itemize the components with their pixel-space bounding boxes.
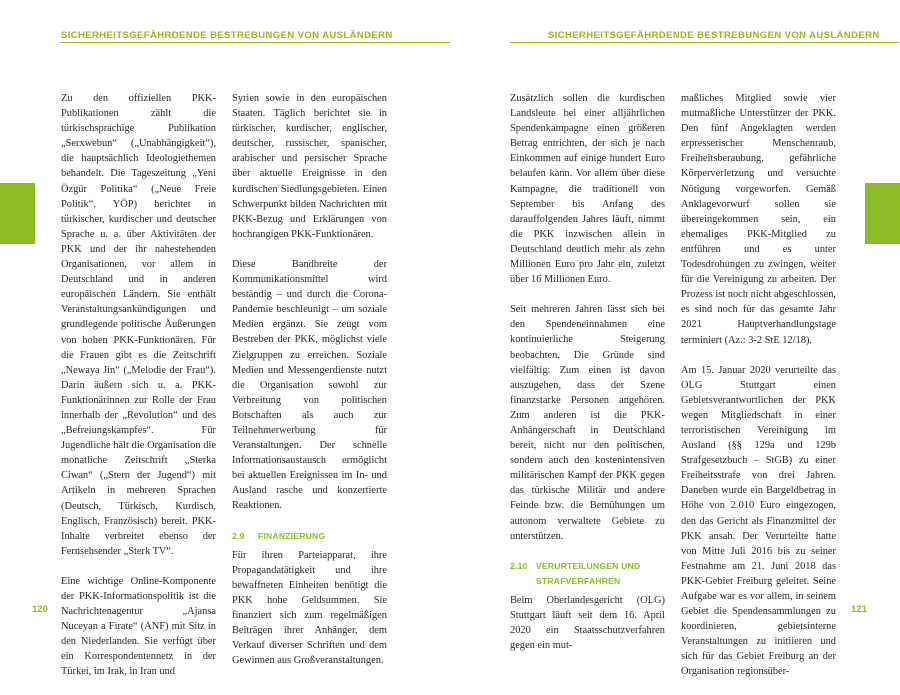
page-number: 120: [32, 604, 48, 615]
section-title: FINANZIERUNG: [258, 530, 326, 541]
paragraph: Zu den offiziellen PKK-Publikationen zählt die türkischsprachige Publikation „Serxwebun“ („Unabhängigkeit“), die hauptsächlich Ideologiethemen behandelt. Die Tageszeitung „Yeni Özgür Politika“ („Neue Freie Politik“, YÖP) berichtet in türkischer, kurdischer und deutscher Sprache u. a. über Aktivitäten der PKK und der ihr nahestehenden Organisationen, vor allem in Deutschland und in anderen europäischen Ländern. Sie enthält Veranstaltungsankündigungen und grundlegende politische Äußerungen von hohen PKK-Funktionären. Für die Frauen gibt es die Zeitschrift „Newaya Jin“ („Melodie der Frau“). Darin äußern sich u. a. PKK-Funktionärinnen zur Rolle der Frau innerhalb der „Revolution“ und des „Befreiungskampfes“. Für Jugendliche hält die Organisation die monatliche Zeitschrift „Sterka Ciwan“ („Stern der Jugend“) mit Artikeln in mehreren Sprachen (Deutsch, Türkisch, Kurdisch, Englisch, Französisch) bereit. PKK-Inhalte verbreitet ebenso der Fernsehsender „Sterk TV“.: [61, 93, 216, 557]
paragraph: Seit mehreren Jahren lässt sich bei den Spendeneinnahmen eine kontinuierliche Steigerung beobachten. Die Gründe sind vielfältig: Zum einen ist davon auszugehen, dass der Szene finanzstarke Personen angehören. Zum anderen ist die PKK-Anhängerschaft in Deutschland bereit, nicht nur den politischen, sondern auch den kostenintensiven militärischen Kampf der PKK gegen das türkische Militär und andere Feinde bzw. die Bemühungen um autonom verwaltete Gebiete zu unterstützen.: [510, 304, 665, 542]
section-title: VERURTEILUNGEN UND: [536, 560, 641, 571]
left-column-1: [61, 91, 216, 695]
section-number: 2.9: [232, 530, 245, 541]
right-column-1: [510, 91, 665, 668]
right-page: [450, 0, 900, 678]
paragraph: Am 15. Januar 2020 verurteilte das OLG Stuttgart einen Gebietsverantwortlichen der PKK wegen Mitgliedschaft in einer terroristischen Vereinigung im Ausland (§§ 129a und 129b Strafgesetzbuch – StGB) zu einer Freiheitsstrafe von drei Jahren. Daneben wurde ein Bargeldbetrag in Höhe von 2.010 Euro eingezogen, den das Gericht als Finanzmittel der PKK ansah. Der Verurteilte hatte von Mitte Juli 2016 bis zu seiner Festnahme am 21. Juni 2018 das PKK-Gebiet Freiburg geleitet. Seine Aufgabe war es vor allem, in seinem Gebiet die Spendensammlungen zu koordinieren, gebietsinterne Veranstaltungen zu initiieren und sich für das Gebiet Freiburg an der Organisation regionsüber-: [681, 364, 836, 678]
paragraph: Eine wichtige Online-Komponente der PKK-Informationspolitik ist die Nachrichtenagentur „Ajansa Nuceyan a Firate“ (ANF) mit Sitz in den Niederlanden. Sie verfügt über ein Korrespondentennetz in der Türkei, im Irak, in Iran und: [61, 575, 216, 678]
running-header: SICHERHEITSGEFÄHRDENDE BESTREBUNGEN VON AUSLÄNDERN: [61, 30, 393, 41]
page-number: 121: [851, 604, 867, 615]
right-column-2: [681, 91, 836, 695]
running-header: SICHERHEITSGEFÄHRDENDE BESTREBUNGEN VON AUSLÄNDERN: [548, 30, 880, 41]
chapter-tab-marker: [0, 183, 35, 244]
paragraph: Beim Oberlandesgericht (OLG) Stuttgart läuft seit dem 16. April 2020 ein Staatsschutzverfahren gegen ein mut-: [510, 594, 665, 652]
section-heading-2-10: [510, 559, 665, 589]
section-title-line2: STRAFVERFAHREN: [536, 575, 621, 586]
header-rule: [61, 42, 450, 43]
paragraph: Diese Bandbreite der Kommunikationsmittel wird beständig – und durch die Corona-Pandemie beschleunigt – um soziale Medien ergänzt. Sie zeugt vom Bestreben der PKK, möglichst viele Zielgruppen zu erreichen. Soziale Medien und Messengerdienste nutzt die Organisation sowohl zur Verbreitung von politischen Botschaften als auch zur Teilnehmerwerbung für Veranstaltungen. Der schnelle Informationsaustausch ermöglicht bei aktuellen Ereignissen im In- und Ausland rasche und konzertierte Reaktionen.: [232, 258, 387, 512]
paragraph: Zusätzlich sollen die kurdischen Landsleute bei einer alljährlichen Spendenkampagne einen größeren Betrag entrichten, der sich je nach Einkommen auf einige hundert Euro belaufen kann. Vor allem über diese Kampagne, die traditionell von September bis Anfang des darauffolgenden Jahres läuft, nimmt die PKK inzwischen allein in Deutschland deutlich mehr als zehn Millionen Euro pro Jahr ein, zuletzt über 16 Millionen Euro.: [510, 93, 665, 286]
paragraph: Für ihren Parteiapparat, ihre Propagandatätigkeit und ihre bewaffneten Einheiten benötigt die PKK hohe Geldsummen. Sie finanziert sich zum regelmäßigen Beiträgen ihrer Anhänger, dem Verkauf diverser Schriften und dem Gewinnen aus Großveranstaltungen.: [232, 549, 387, 667]
left-column-2: [232, 91, 387, 683]
chapter-tab-marker: [865, 183, 900, 244]
section-heading-2-9: [232, 529, 387, 544]
section-number: 2.10: [510, 560, 528, 571]
paragraph: maßliches Mitglied sowie vier mutmaßliche Unterstützer der PKK. Den fünf Angeklagten werden erpresserischer Menschenraub, Freiheitsberaubung, gefährliche Körperverletzung und versuchte Nötigung vorgeworfen. Gemäß Anklagevorwurf sollen sie übereingekommen sein, ein ehemaliges PKK-Mitglied zu entführen und es unter Todesdrohungen zu zwingen, weiter für die Vereinigung zu arbeiten. Der Prozess ist noch nicht abgeschlossen, es sind noch für das gesamte Jahr 2021 Hauptverhandlungstage terminiert (Az.: 3-2 StE 12/18).: [681, 93, 836, 346]
left-page: [0, 0, 450, 678]
paragraph: Syrien sowie in den europäischen Staaten. Täglich berichtet sie in türkischer, kurdischer, englischer, deutscher, russischer, spanischer, arabischer und persischer Sprache über aktuelle Ereignisse in den kurdischen Siedlungsgebieten. Einen Schwerpunkt bilden Nachrichten mit PKK-Bezug und Erklärungen von hochrangigen PKK-Funktionären.: [232, 93, 387, 240]
header-rule: [510, 42, 899, 43]
